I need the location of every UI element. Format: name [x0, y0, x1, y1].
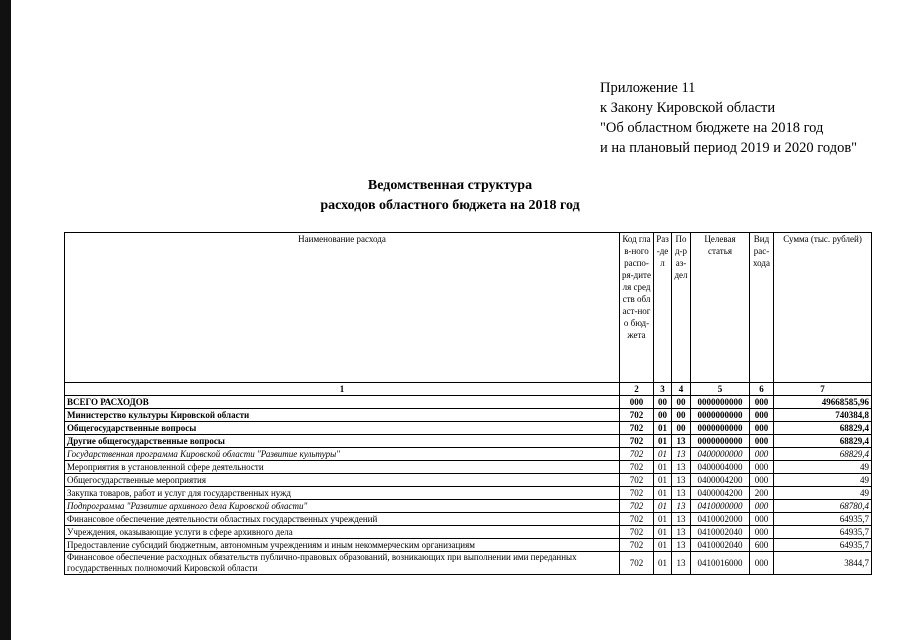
cell-target: 0000000000 — [691, 409, 750, 422]
cell-code: 702 — [620, 513, 654, 526]
cell-subsection: 13 — [672, 474, 691, 487]
cell-subsection: 13 — [672, 526, 691, 539]
cell-name: Министерство культуры Кировской области — [65, 409, 620, 422]
cell-target: 0400004000 — [691, 461, 750, 474]
cell-type: 000 — [750, 474, 774, 487]
table-row — [65, 552, 872, 575]
cell-section: 01 — [654, 500, 672, 513]
header-subsection: Под-раз-дел — [672, 233, 691, 383]
cell-type: 200 — [750, 487, 774, 500]
cell-sum: 64935,7 — [774, 513, 872, 526]
cell-sum: 68829,4 — [774, 435, 872, 448]
cell-sum: 49 — [774, 487, 872, 500]
cell-name: Общегосударственные вопросы — [65, 422, 620, 435]
cell-section: 01 — [654, 435, 672, 448]
cell-target: 0410002000 — [691, 513, 750, 526]
table-row — [65, 396, 872, 409]
appendix-line-4: и на плановый период 2019 и 2020 годов" — [600, 140, 858, 156]
cell-code: 702 — [620, 487, 654, 500]
cell-subsection: 13 — [672, 552, 691, 575]
table-row — [65, 461, 872, 474]
table-row — [65, 422, 872, 435]
cell-subsection: 13 — [672, 513, 691, 526]
cell-section: 01 — [654, 487, 672, 500]
cell-sum: 68829,4 — [774, 448, 872, 461]
cell-name: Общегосударственные мероприятия — [65, 474, 620, 487]
table-row — [65, 409, 872, 422]
cell-section: 01 — [654, 461, 672, 474]
header-section: Раз-дел — [654, 233, 672, 383]
header-name: Наименование расхода — [65, 233, 620, 383]
cell-type: 000 — [750, 526, 774, 539]
cell-target: 0000000000 — [691, 435, 750, 448]
cell-section: 00 — [654, 396, 672, 409]
budget-table — [64, 232, 872, 575]
cell-sum: 3844,7 — [774, 552, 872, 575]
column-number: 6 — [750, 383, 774, 396]
table-row — [65, 539, 872, 552]
cell-sum: 740384,8 — [774, 409, 872, 422]
table-row — [65, 526, 872, 539]
cell-section: 01 — [654, 422, 672, 435]
cell-code: 702 — [620, 474, 654, 487]
appendix-line-1: Приложение 11 — [600, 80, 696, 96]
cell-section: 01 — [654, 474, 672, 487]
cell-subsection: 13 — [672, 487, 691, 500]
cell-type: 000 — [750, 448, 774, 461]
cell-name: Учреждения, оказывающие услуги в сфере архивного дела — [65, 526, 620, 539]
column-number: 2 — [620, 383, 654, 396]
cell-code: 000 — [620, 396, 654, 409]
cell-target: 0400004200 — [691, 474, 750, 487]
cell-section: 01 — [654, 552, 672, 575]
cell-name: Закупка товаров, работ и услуг для государственных нужд — [65, 487, 620, 500]
cell-type: 000 — [750, 435, 774, 448]
cell-target: 0410002040 — [691, 539, 750, 552]
cell-code: 702 — [620, 526, 654, 539]
cell-target: 0000000000 — [691, 422, 750, 435]
table-row — [65, 474, 872, 487]
cell-code: 702 — [620, 448, 654, 461]
cell-target: 0400004200 — [691, 487, 750, 500]
cell-section: 01 — [654, 448, 672, 461]
header-type: Вид рас-хода — [750, 233, 774, 383]
cell-target: 0410000000 — [691, 500, 750, 513]
cell-target: 0410016000 — [691, 552, 750, 575]
header-target: Целевая статья — [691, 233, 750, 383]
cell-code: 702 — [620, 409, 654, 422]
header-code: Код глав-ного распо-ря-дителя средств област-ного бюд-жета — [620, 233, 654, 383]
document-title — [300, 176, 600, 216]
cell-code: 702 — [620, 461, 654, 474]
cell-section: 01 — [654, 513, 672, 526]
column-number: 1 — [65, 383, 620, 396]
cell-sum: 49 — [774, 474, 872, 487]
cell-name: Государственная программа Кировской области "Развитие культуры" — [65, 448, 620, 461]
column-number: 3 — [654, 383, 672, 396]
cell-code: 702 — [620, 539, 654, 552]
cell-sum: 49 — [774, 461, 872, 474]
cell-name: ВСЕГО РАСХОДОВ — [65, 396, 620, 409]
cell-name: Другие общегосударственные вопросы — [65, 435, 620, 448]
cell-type: 000 — [750, 461, 774, 474]
cell-type: 000 — [750, 552, 774, 575]
cell-name: Мероприятия в установленной сфере деятельности — [65, 461, 620, 474]
cell-target: 0400000000 — [691, 448, 750, 461]
cell-sum: 64935,7 — [774, 539, 872, 552]
cell-section: 01 — [654, 539, 672, 552]
cell-code: 702 — [620, 552, 654, 575]
appendix-line-3: "Об областном бюджете на 2018 год — [600, 120, 824, 136]
title-line-1: Ведомственная структура — [367, 178, 533, 193]
appendix-line-2: к Закону Кировской области — [600, 100, 776, 116]
cell-target: 0000000000 — [691, 396, 750, 409]
cell-section: 00 — [654, 409, 672, 422]
cell-sum: 64935,7 — [774, 526, 872, 539]
cell-type: 000 — [750, 396, 774, 409]
cell-subsection: 13 — [672, 435, 691, 448]
title-line-2: расходов областного бюджета на 2018 год — [320, 198, 580, 213]
cell-code: 702 — [620, 500, 654, 513]
cell-name: Финансовое обеспечение деятельности областных государственных учреждений — [65, 513, 620, 526]
column-number-row — [65, 383, 872, 396]
cell-target: 0410002040 — [691, 526, 750, 539]
cell-sum: 49668585,96 — [774, 396, 872, 409]
cell-subsection: 00 — [672, 409, 691, 422]
cell-type: 000 — [750, 513, 774, 526]
cell-name: Финансовое обеспечение расходных обязательств публично-правовых образований, возникающих при выполнении ими переданных государственных полномочий Кировской области — [65, 552, 620, 575]
column-number: 5 — [691, 383, 750, 396]
column-number: 4 — [672, 383, 691, 396]
table-body — [65, 396, 872, 575]
cell-name: Предоставление субсидий бюджетным, автономным учреждениям и иным некоммерческим организациям — [65, 539, 620, 552]
cell-section: 01 — [654, 526, 672, 539]
cell-type: 000 — [750, 409, 774, 422]
cell-code: 702 — [620, 422, 654, 435]
cell-subsection: 13 — [672, 448, 691, 461]
header-sum: Сумма (тыс. рублей) — [774, 233, 872, 383]
appendix-header — [600, 78, 857, 158]
scan-edge — [0, 0, 11, 640]
cell-subsection: 13 — [672, 500, 691, 513]
cell-sum: 68780,4 — [774, 500, 872, 513]
cell-subsection: 00 — [672, 422, 691, 435]
table-row — [65, 435, 872, 448]
cell-name: Подпрограмма "Развитие архивного дела Кировской области" — [65, 500, 620, 513]
table-row — [65, 448, 872, 461]
table-row — [65, 487, 872, 500]
table-row — [65, 500, 872, 513]
cell-type: 000 — [750, 422, 774, 435]
cell-type: 000 — [750, 500, 774, 513]
cell-code: 702 — [620, 435, 654, 448]
cell-subsection: 00 — [672, 396, 691, 409]
cell-sum: 68829,4 — [774, 422, 872, 435]
cell-subsection: 13 — [672, 461, 691, 474]
cell-subsection: 13 — [672, 539, 691, 552]
cell-type: 600 — [750, 539, 774, 552]
column-number: 7 — [774, 383, 872, 396]
header-row — [65, 233, 872, 383]
table-row — [65, 513, 872, 526]
